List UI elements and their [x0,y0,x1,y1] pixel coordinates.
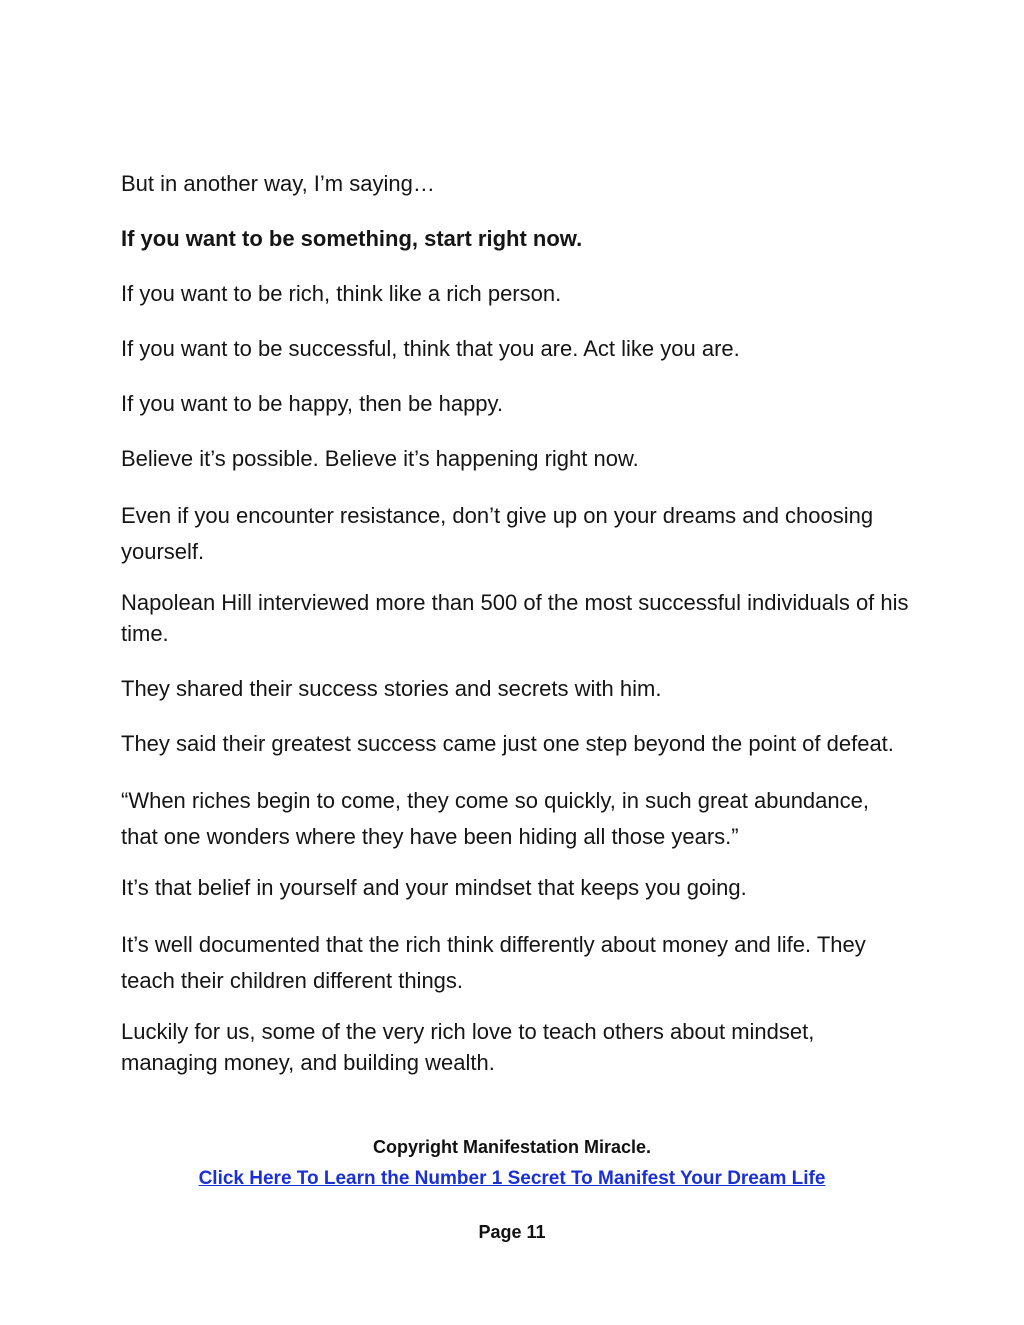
page-body [121,168,911,1102]
paragraph-luckily: Luckily for us, some of the very rich love to teach others about mindset, managing money, and building wealth. [121,1019,815,1075]
paragraph-successful: If you want to be successful, think that you are. Act like you are. [121,336,740,361]
paragraph-quote-riches: “When riches begin to come, they come so quickly, in such great abundance, that one wonders where they have been hiding all those years.” [121,788,869,849]
paragraph-happy: If you want to be happy, then be happy. [121,391,504,416]
paragraph-belief-mindset: It’s that belief in yourself and your mindset that keeps you going. [121,875,747,900]
copyright-notice: Copyright Manifestation Miracle. [372,1137,652,1157]
paragraph-napolean-hill: Napolean Hill interviewed more than 500 of the most successful individuals of his time. [121,590,909,646]
paragraph-greatest-success: They said their greatest success came just one step beyond the point of defeat. [121,731,894,756]
paragraph-another-way: But in another way, I’m saying… [121,171,435,196]
paragraph-resistance: Even if you encounter resistance, don’t give up on your dreams and choosing yourself. [121,503,874,564]
paragraph-shared-stories: They shared their success stories and secrets with him. [121,676,662,701]
manifest-secret-link[interactable]: Click Here To Learn the Number 1 Secret To Manifest Your Dream Life [198,1168,826,1189]
page-number: Page 11 [478,1222,546,1242]
paragraph-rich-person: If you want to be rich, think like a rich person. [121,281,562,306]
paragraph-start-now-bold: If you want to be something, start right now. [121,226,583,251]
paragraph-rich-think-differently: It’s well documented that the rich think differently about money and life. They teach their children different things. [121,932,866,993]
paragraph-believe: Believe it’s possible. Believe it’s happening right now. [121,446,639,471]
